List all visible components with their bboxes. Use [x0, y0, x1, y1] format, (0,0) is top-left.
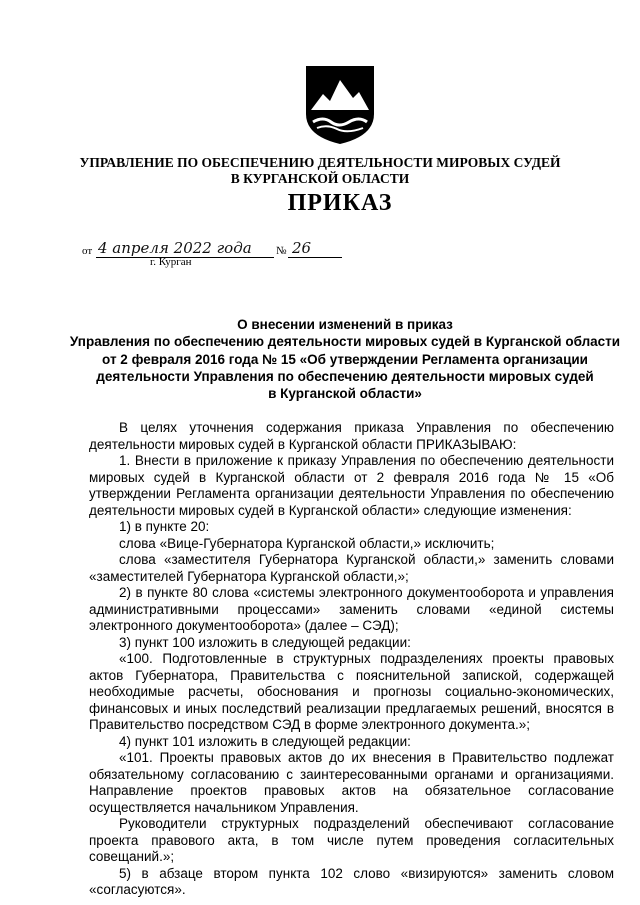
kurgan-coat-of-arms-icon — [303, 64, 377, 146]
city-label: г. Курган — [150, 256, 192, 268]
paragraph-clause-100: «100. Подготовленные в структурных подразделениях проекты правовых актов Губернатора, Правительства с пояснительной запиской, содержащей необходимые расчеты, обоснования и прогнозы социально-экономических, финансовых и иных последствий реализации предлагаемых решений, вносятся в Правительство посредством СЭД в форме электронного документа.»; — [89, 651, 614, 732]
order-body — [89, 420, 614, 899]
paragraph-subitem-4: 4) пункт 101 изложить в следующей редакции: — [119, 733, 411, 749]
paragraph-subitem-1-b: слова «заместителя Губернатора Курганской области,» заменить словами «заместителей Губернатора Курганской области,»; — [89, 552, 614, 584]
paragraph-subitem-5: 5) в абзаце втором пункта 102 слово «визируются» заменить словом «согласуются». — [89, 865, 614, 897]
number-label: № — [276, 245, 287, 257]
subject-line2: Управления по обеспечению деятельности мировых судей в Курганской области — [69, 334, 621, 350]
organization-name-line1: УПРАВЛЕНИЕ ПО ОБЕСПЕЧЕНИЮ ДЕЯТЕЛЬНОСТИ МИРОВЫХ СУДЕЙ — [79, 155, 561, 170]
paragraph-clause-101-b: Руководители структурных подразделений обеспечивают согласование проекта правового акта, в том числе путем проведения согласительных совещаний.»; — [89, 816, 614, 864]
paragraph-subitem-1-a: слова «Вице-Губернатора Курганской области,» исключить; — [119, 535, 495, 551]
paragraph-preamble: В целях уточнения содержания приказа Управления по обеспечению деятельности мировых судей в Курганской области ПРИКАЗЫВАЮ: — [89, 420, 614, 452]
paragraph-subitem-1: 1) в пункте 20: — [119, 519, 210, 534]
paragraph-subitem-2: 2) в пункте 80 слова «системы электронного документооборота и управления административными процессами» заменить словами «единой системы электронного документооборота» (далее – СЭД); — [89, 585, 614, 633]
paragraph-item-1: 1. Внести в приложение к приказу Управления по обеспечению деятельности мировых судей в Курганской области от 2 февраля 2016 года № 15 «Об утверждении Регламента организации деятельности Управления по обеспечению деятельности мировых судей в Курганской области» следующие изменения: — [89, 453, 614, 518]
document-title: ПРИКАЗ — [287, 190, 393, 216]
subject-line1: О внесении изменений в приказ — [237, 317, 453, 332]
order-subject — [60, 316, 630, 402]
organization-name-line2: В КУРГАНСКОЙ ОБЛАСТИ — [230, 171, 410, 186]
from-label: от — [82, 245, 93, 257]
handwritten-date: 4 апреля 2022 года — [98, 239, 252, 257]
subject-line5: в Курганской области» — [268, 386, 422, 402]
handwritten-number: 26 — [292, 239, 312, 257]
subject-line4: деятельности Управления по обеспечению деятельности мировых судей — [96, 368, 594, 384]
date-number-line — [82, 239, 342, 263]
paragraph-subitem-3: 3) пункт 100 изложить в следующей редакции: — [119, 634, 411, 650]
number-underline — [288, 257, 342, 258]
paragraph-clause-101: «101. Проекты правовых актов до их внесения в Правительство подлежат обязательному согласованию с заинтересованными органами и организациями. Направление проектов правовых актов на обязательное согласование осуществляется начальником Управления. — [89, 750, 614, 815]
subject-line3: от 2 февраля 2016 года № 15 «Об утверждении Регламента организации — [102, 351, 588, 367]
